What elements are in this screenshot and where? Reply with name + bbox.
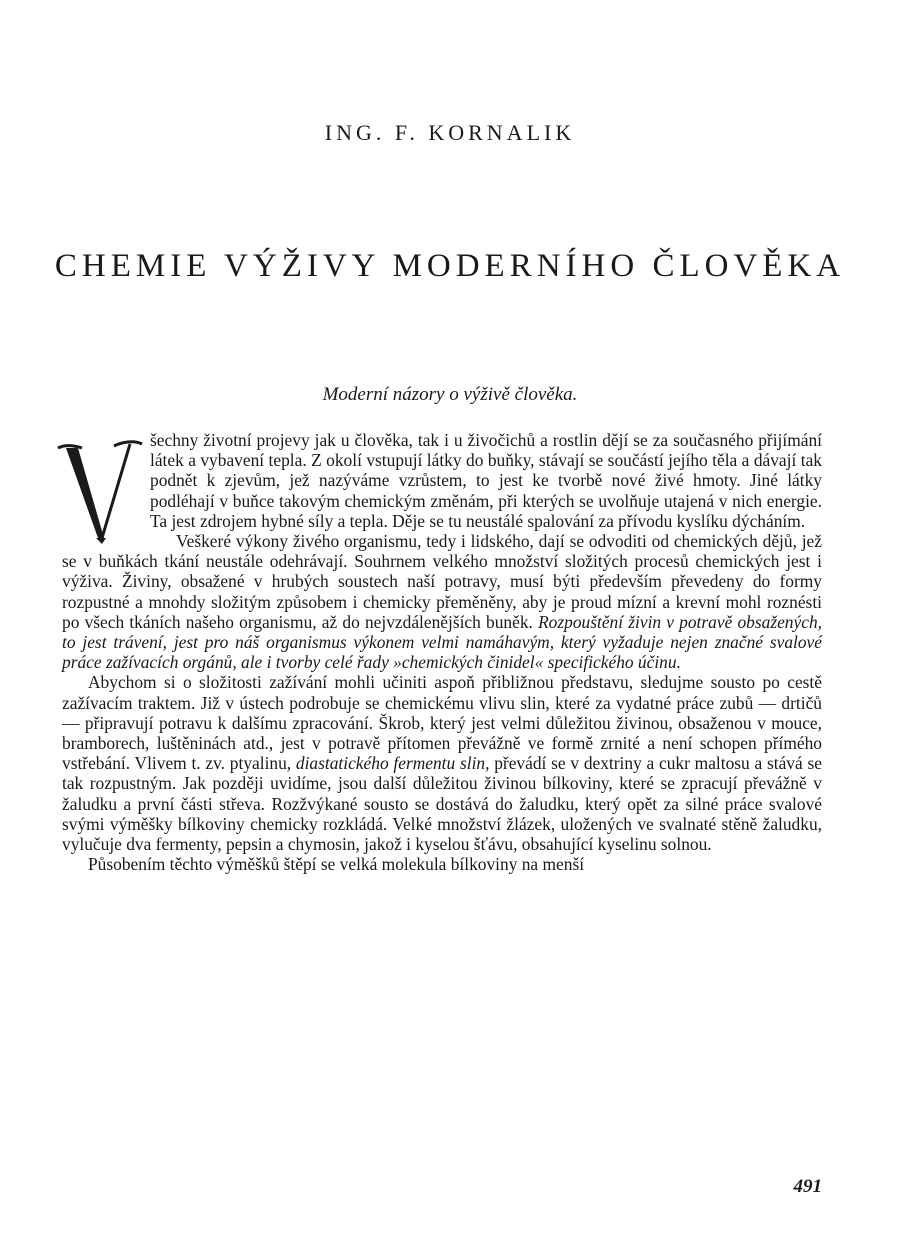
- author-name: ING. F. KORNALIK: [324, 120, 576, 145]
- page-number: 491: [793, 1176, 822, 1197]
- ornamental-v-initial-icon: [56, 434, 144, 544]
- article-title: CHEMIE VÝŽIVY MODERNÍHO ČLOVĚKA: [54, 248, 846, 284]
- paragraph-2: [62, 531, 822, 672]
- paragraph-1-text: šechny životní projevy jak u člověka, tak i u živočichů a rostlin dějí se za současného přijímání látek a vybavení tepla. Z okolí vstupují látky do buňky, stávají se součástí jejího těla a dávají tak podnět k zjevům, jež nazýváme vzrůstem, to jest ke tvorbě nové živé hmoty. Jiné látky podléhají v buňce takovým chemickým změnám, při kterých se uvolňuje utajená v nich energie. Ta jest zdrojem hybné síly a tepla. Děje se tu neustálé spalování za přívodu kyslíku dýcháním.: [150, 430, 822, 531]
- paragraph-1: [62, 430, 822, 531]
- paragraph-2-italic: Rozpouštění živin v potravě obsažených, to jest trávení, jest pro náš organismus výkonem velmi namáhavým, který vyžaduje nejen značné svalové práce zažívacích orgánů, ale i tvorby celé řady »chemických činidel« specifického účinu.: [62, 611, 822, 673]
- section-subtitle: Moderní názory o výživě člověka.: [322, 384, 578, 405]
- paragraph-4: [62, 854, 822, 874]
- paragraph-3-text-a: Abychom si o složitosti zažívání mohli učiniti aspoň přibližnou představu, sledujme sousto po cestě zažívacím traktem. Již v ústech podrobuje se chemickému vlivu slin, které za vydatné práce zubů — drtičů — připravují potravu k dalšímu zpracování. Škrob, který jest velmi důležitou živinou, obsaženou v mouce, bramborech, luštěninách atd., jest v potravě přítomen převážně ve formě zrnité a není schopen přímého vstřebání. Vlivem t. zv. ptyalinu,: [62, 672, 822, 774]
- paragraph-2-text: Veškeré výkony živého organismu, tedy i lidského, dají se odvoditi od chemických dějů, jež se v buňkách tkání neustále odehrávají. Souhrnem velkého množství složitých procesů chemických jest i výživa. Živiny, obsažené v hrubých soustech naší potravy, musí býti především převedeny do formy rozpustné a mnohdy složitým způsobem i chemicky přeměněny, aby je proud mízní a krevní mohl roznésti po všech tkáních našeho organismu, až do nejvzdálenějších buněk.: [62, 531, 822, 632]
- article-body: [62, 430, 822, 874]
- paragraph-4-text: Působením těchto výměšků štěpí se velká molekula bílkoviny na menší: [88, 854, 585, 875]
- paragraph-3: [62, 672, 822, 854]
- paragraph-3-text-b: převádí se v dextriny a cukr maltosu a stává se tak rozpustným. Jak později uvidíme, jsou další důležitou živinou bílkoviny, které se zpracují převážně v žaludku a první části střeva. Rozžvýkané sousto se dostává do žaludku, který opět za silné práce svalové svými výměšky bílkoviny chemicky rozkládá. Velké množství žlázek, uložených ve svalnaté stěně žaludku, vylučuje dva fermenty, pepsin a chymosin, jakož i kyselou šťávu, obsahující kyselinu solnou.: [62, 753, 822, 855]
- paragraph-3-italic: diastatického fermentu slin,: [295, 753, 490, 774]
